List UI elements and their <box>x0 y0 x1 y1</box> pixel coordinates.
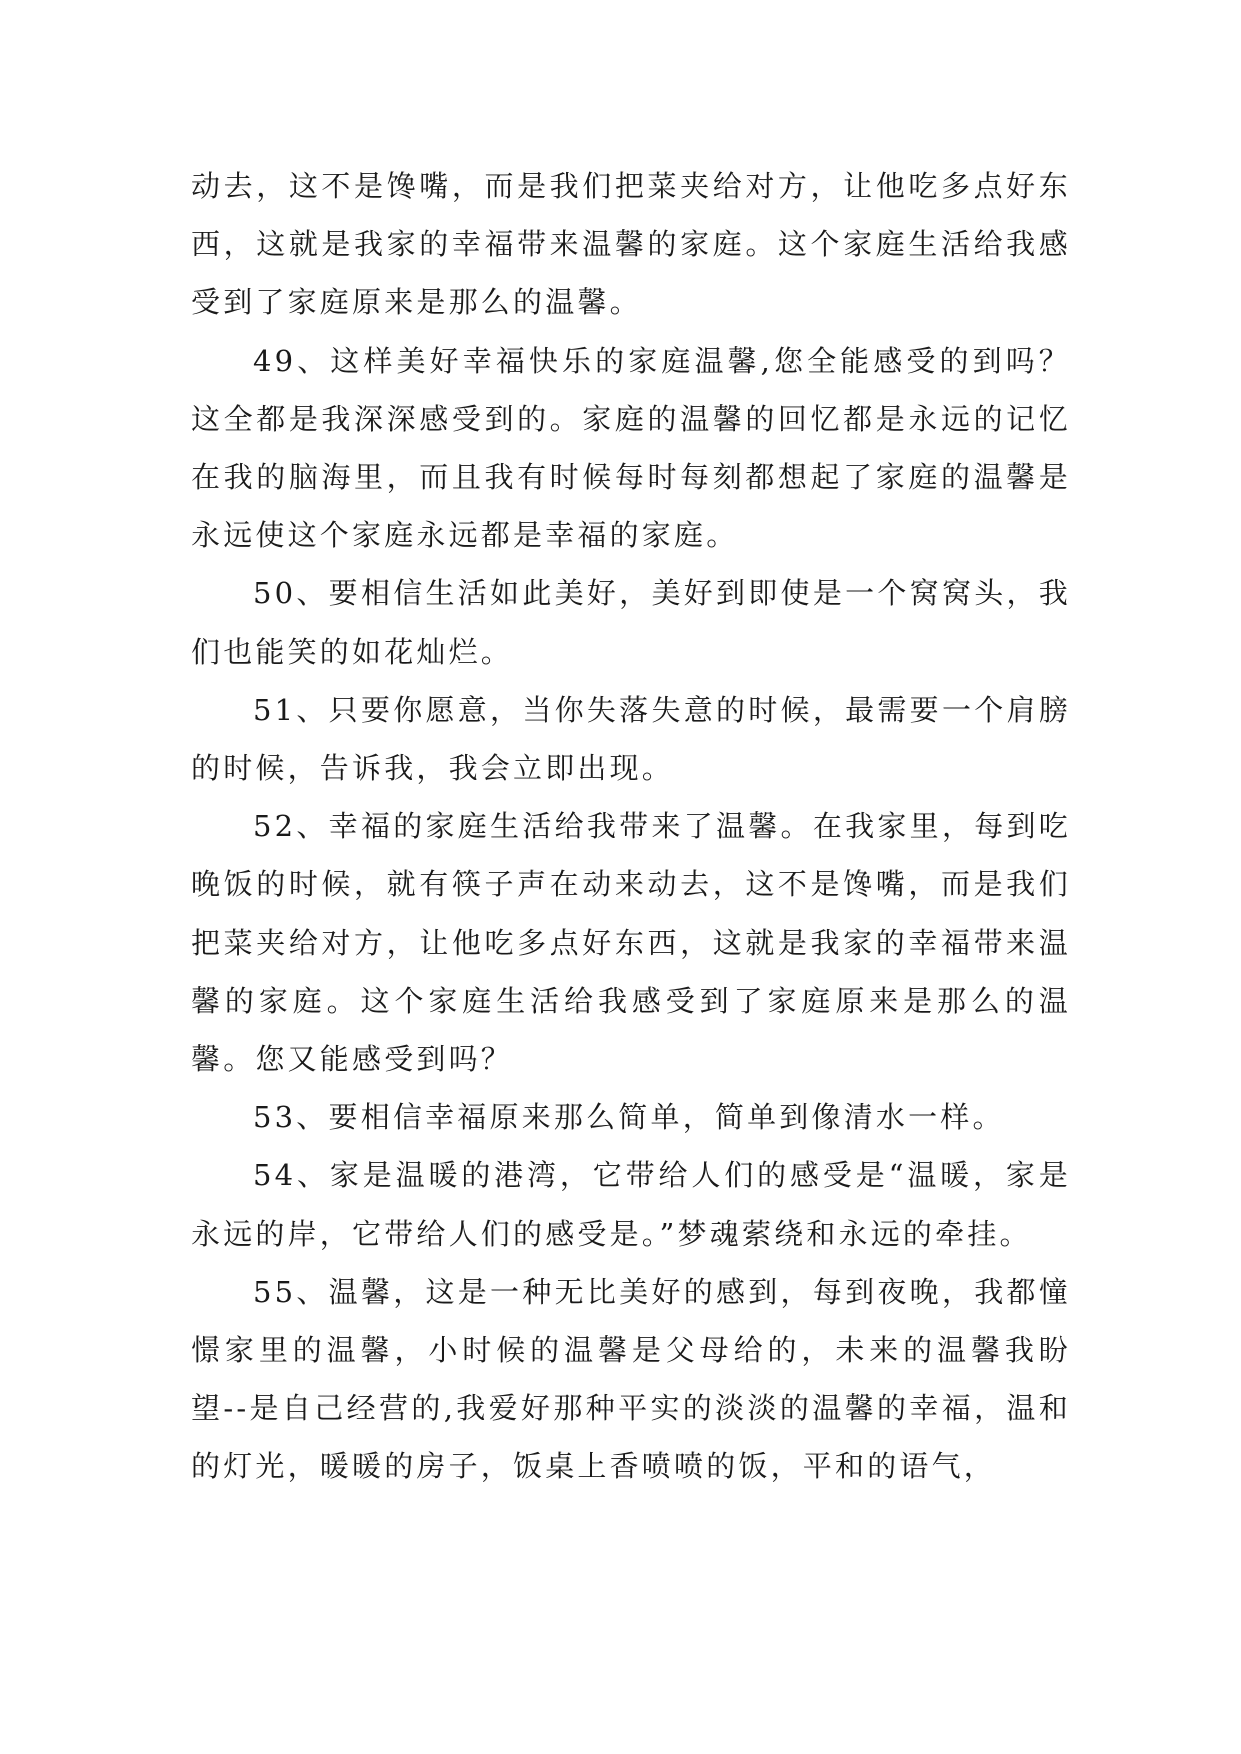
paragraph-continued: 动去，这不是馋嘴，而是我们把菜夹给对方，让他吃多点好东西，这就是我家的幸福带来温馨的家庭。这个家庭生活给我感受到了家庭原来是那么的温馨。 <box>191 169 1071 320</box>
paragraph-55: 55、温馨，这是一种无比美好的感到，每到夜晚，我都憧憬家里的温馨，小时候的温馨是父母给的，未来的温馨我盼望--是自己经营的,我爱好那种平实的淡淡的温馨的幸福，温和的灯光，暖暖的房子，饭桌上香喷喷的饭，平和的语气， <box>191 1274 1071 1484</box>
paragraph-51: 51、只要你愿意，当你失落失意的时候，最需要一个肩膀的时候，告诉我，我会立即出现。 <box>191 692 1071 786</box>
paragraph-53: 53、要相信幸福原来那么简单，简单到像清水一样。 <box>253 1100 1005 1135</box>
paragraph-52: 52、幸福的家庭生活给我带来了温馨。在我家里，每到吃晚饭的时候，就有筷子声在动来动去，这不是馋嘴，而是我们把菜夹给对方，让他吃多点好东西，这就是我家的幸福带来温馨的家庭。这个家庭生活给我感受到了家庭原来是那么的温馨。您又能感受到吗？ <box>191 809 1071 1077</box>
document-body <box>191 157 1071 1496</box>
paragraph-54: 54、家是温暖的港湾，它带给人们的感受是“温暖，家是永远的岸，它带给人们的感受是。”梦魂萦绕和永远的牵挂。 <box>191 1158 1071 1251</box>
paragraph-50: 50、要相信生活如此美好，美好到即使是一个窝窝头，我们也能笑的如花灿烂。 <box>191 576 1071 669</box>
paragraph-49: 49、这样美好幸福快乐的家庭温馨,您全能感受的到吗？这全都是我深深感受到的。家庭的温馨的回忆都是永远的记忆在我的脑海里，而且我有时候每时每刻都想起了家庭的温馨是永远使这个家庭永远都是幸福的家庭。 <box>191 343 1071 553</box>
